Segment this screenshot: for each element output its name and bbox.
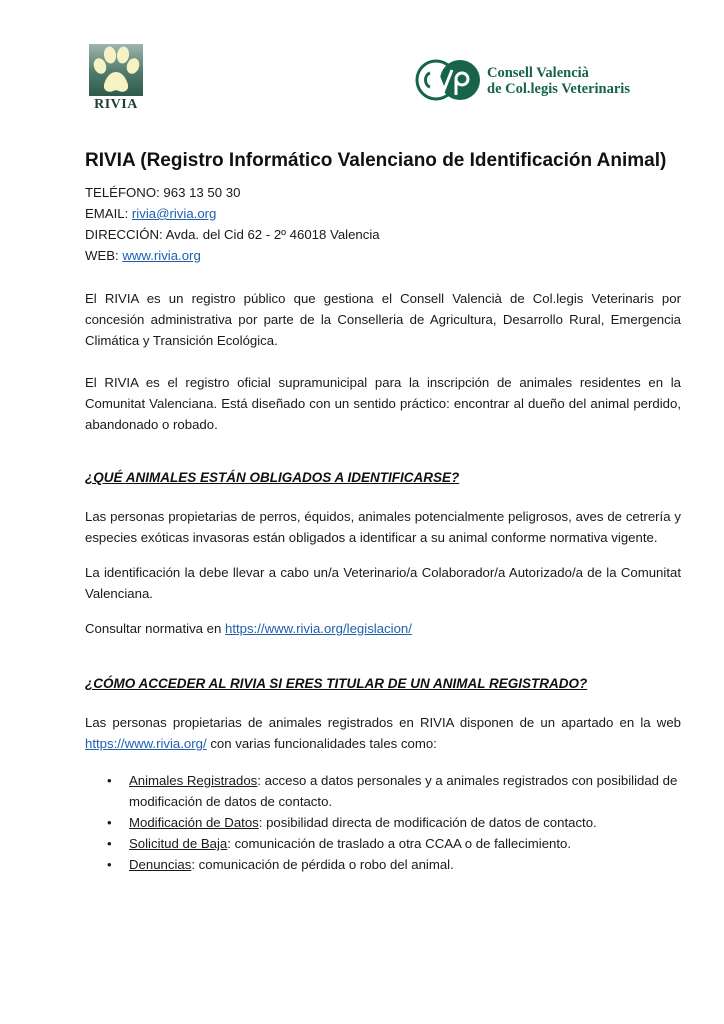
- access-suffix: con varias funcionalidades tales como:: [206, 736, 437, 751]
- feature-term: Modificación de Datos: [129, 815, 259, 830]
- obligations-paragraph: Las personas propietarias de perros, équidos, animales potencialmente peligrosos, aves de cetrería y especies exóticas invasoras están obligados a identificar a su animal conforme normativa vigente.: [85, 509, 681, 545]
- feature-term: Solicitud de Baja: [129, 836, 228, 851]
- intro-paragraph-1: El RIVIA es un registro público que gestiona el Consell Valencià de Col.legis Veterinaris por concesión administrativa por parte de la Conselleria de Agricultura, Desarrollo Rural, Emergencia Climática y Transición Ecológica.: [85, 291, 681, 348]
- legislation-link[interactable]: https://www.rivia.org/legislacion/: [225, 621, 412, 636]
- rivia-logo: [87, 44, 145, 114]
- consell-line1: Consell Valencià: [487, 65, 589, 81]
- bullet-icon: •: [107, 815, 112, 830]
- phone-line: TELÉFONO: 963 13 50 30: [85, 185, 241, 200]
- feature-term: Animales Registrados: [129, 773, 258, 788]
- consell-line2: de Col.legis Veterinaris: [487, 81, 630, 97]
- identification-paragraph: La identificación la debe llevar a cabo un/a Veterinario/a Colaborador/a Autorizado/a de la Comunitat Valenciana.: [85, 565, 681, 601]
- web-line: [85, 245, 681, 266]
- section-heading-obligations: ¿QUÉ ANIMALES ESTÁN OBLIGADOS A IDENTIFICARSE?: [85, 470, 460, 485]
- feature-desc: : comunicación de pérdida o robo del animal.: [191, 857, 454, 872]
- cvp-monogram-icon: [414, 57, 484, 103]
- email-link[interactable]: rivia@rivia.org: [131, 206, 217, 221]
- list-item: [107, 854, 681, 875]
- list-item: [107, 833, 681, 854]
- bullet-icon: •: [107, 773, 112, 788]
- bullet-icon: •: [107, 836, 112, 851]
- rivia-logo-text: RIVIA: [94, 97, 138, 112]
- feature-desc: : posibilidad directa de modificación de datos de contacto.: [258, 815, 597, 830]
- contact-block: [85, 182, 681, 266]
- web-label: WEB:: [85, 248, 123, 263]
- document-body: [85, 148, 681, 875]
- paw-print-icon: [89, 44, 143, 96]
- rivia-web-link[interactable]: https://www.rivia.org/: [85, 736, 207, 751]
- access-prefix: Las personas propietarias de animales registrados en RIVIA disponen de un apartado en la web: [85, 715, 681, 730]
- feature-desc: : acceso a datos personales y a animales registrados con posibilidad de modificación de datos de contacto.: [129, 773, 678, 809]
- section-heading-access: ¿CÓMO ACCEDER AL RIVIA SI ERES TITULAR DE UN ANIMAL REGISTRADO?: [85, 676, 588, 691]
- web-link[interactable]: www.rivia.org: [122, 248, 201, 263]
- consell-logo: [414, 57, 654, 103]
- feature-term: Denuncias: [129, 857, 192, 872]
- list-item: [107, 770, 681, 812]
- legislation-paragraph: [85, 618, 681, 639]
- bullet-icon: •: [107, 857, 112, 872]
- email-line: [85, 203, 681, 224]
- features-list: [85, 770, 681, 875]
- email-label: EMAIL:: [85, 206, 132, 221]
- list-item: [107, 812, 681, 833]
- legislation-prefix: Consultar normativa en: [85, 621, 226, 636]
- intro-paragraph-2: El RIVIA es el registro oficial supramunicipal para la inscripción de animales residentes en la Comunitat Valenciana. Está diseñado con un sentido práctico: encontrar al dueño del animal perdido, abandonado o robado.: [85, 375, 681, 432]
- access-paragraph: [85, 712, 681, 754]
- feature-desc: : comunicación de traslado a otra CCAA o de fallecimiento.: [227, 836, 572, 851]
- consell-logo-text: [487, 65, 630, 97]
- page-title: RIVIA (Registro Informático Valenciano de Identificación Animal): [85, 150, 667, 171]
- address-line: DIRECCIÓN: Avda. del Cid 62 - 2º 46018 Valencia: [85, 227, 380, 242]
